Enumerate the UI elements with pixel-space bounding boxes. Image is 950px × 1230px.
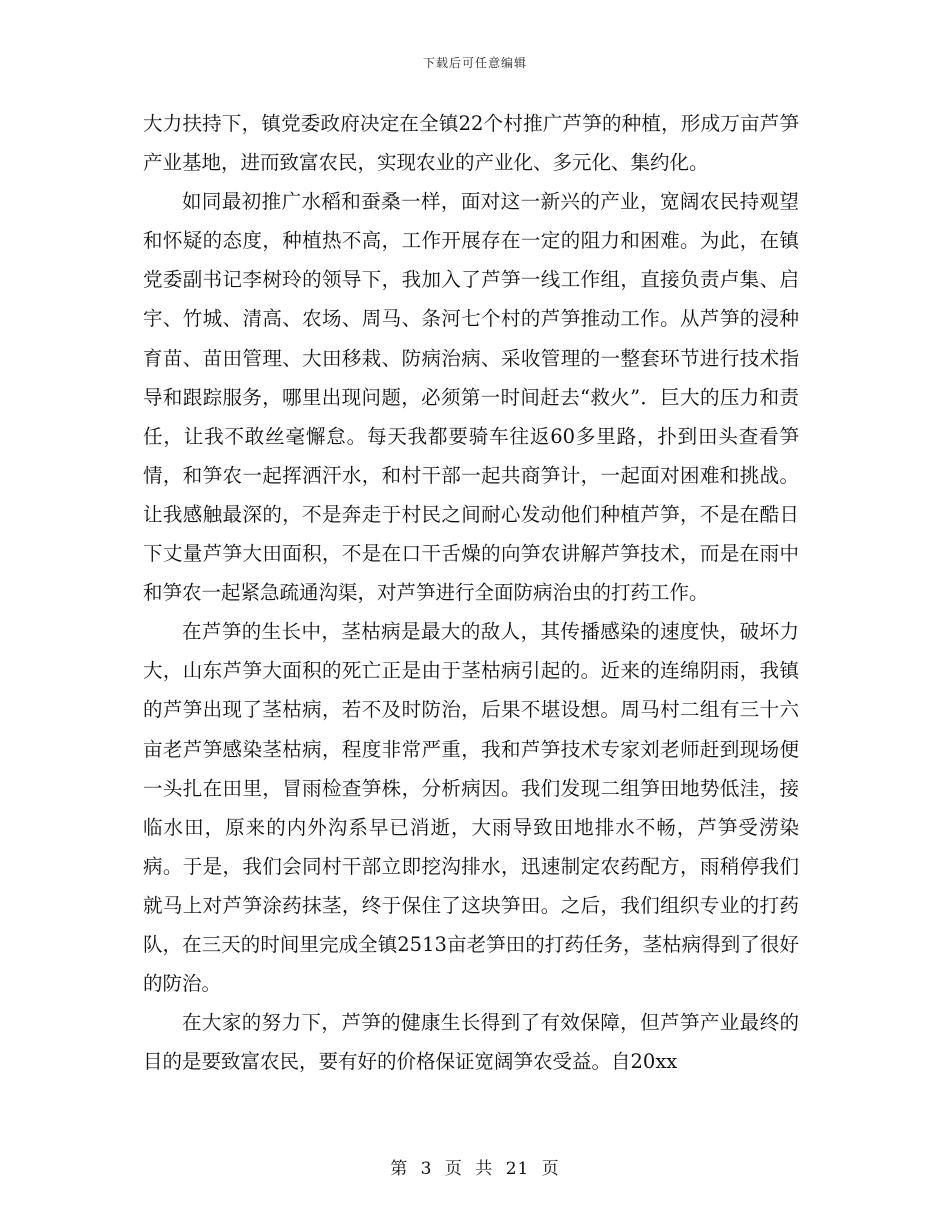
paragraph-4: 在大家的努力下，芦笋的健康生长得到了有效保障，但芦笋产业最终的目的是要致富农民，要有好的价格保证宽阔笋农受益。自20xx (143, 1011, 799, 1074)
document-body (143, 104, 799, 1081)
page-number-footer: 第 3 页 共 21 页 (390, 1159, 560, 1179)
paragraph-1: 大力扶持下，镇党委政府决定在全镇22个村推广芦笋的种植，形成万亩芦笋产业基地，进而致富农民，实现农业的产业化、多元化、集约化。 (143, 112, 799, 175)
paragraph-3: 在芦笋的生长中，茎枯病是最大的敌人，其传播感染的速度快，破坏力大，山东芦笋大面积的死亡正是由于茎枯病引起的。近来的连绵阴雨，我镇的芦笋出现了茎枯病，若不及时防治，后果不堪设想。周马村二组有三十六亩老芦笋感染茎枯病，程度非常严重，我和芦笋技术专家刘老师赶到现场便一头扎在田里，冒雨检查笋株，分析病因。我们发现二组笋田地势低洼，接临水田，原来的内外沟系早已消逝，大雨导致田地排水不畅，芦笋受涝染病。于是，我们会同村干部立即挖沟排水，迅速制定农药配方，雨稍停我们就马上对芦笋涂药抹茎，终于保住了这块笋田。之后，我们组织专业的打药队，在三天的时间里完成全镇2513亩老笋田的打药任务，茎枯病得到了很好的防治。 (143, 620, 799, 996)
page-header: 下载后可任意编辑 (422, 56, 527, 70)
paragraph-2: 如同最初推广水稻和蚕桑一样，面对这一新兴的产业，宽阔农民持观望和怀疑的态度，种植热不高，工作开展存在一定的阻力和困难。为此，在镇党委副书记李树玲的领导下，我加入了芦笋一线工作组，直接负责卢集、启宇、竹城、清高、农场、周马、条河七个村的芦笋推动工作。从芦笋的浸种育苗、苗田管理、大田移栽、防病治病、采收管理的一整套环节进行技术指导和跟踪服务，哪里出现问题，必须第一时间赶去“救火”．巨大的压力和责任，让我不敢丝毫懈怠。每天我都要骑车往返60多里路，扑到田头查看笋情，和笋农一起挥洒汗水，和村干部一起共商笋计，一起面对困难和挑战。让我感触最深的，不是奔走于村民之间耐心发动他们种植芦笋，不是在酷日下丈量芦笋大田面积，不是在口干舌燥的向笋农讲解芦笋技术，而是在雨中和笋农一起紧急疏通沟渠，对芦笋进行全面防病治虫的打药工作。 (143, 190, 799, 605)
